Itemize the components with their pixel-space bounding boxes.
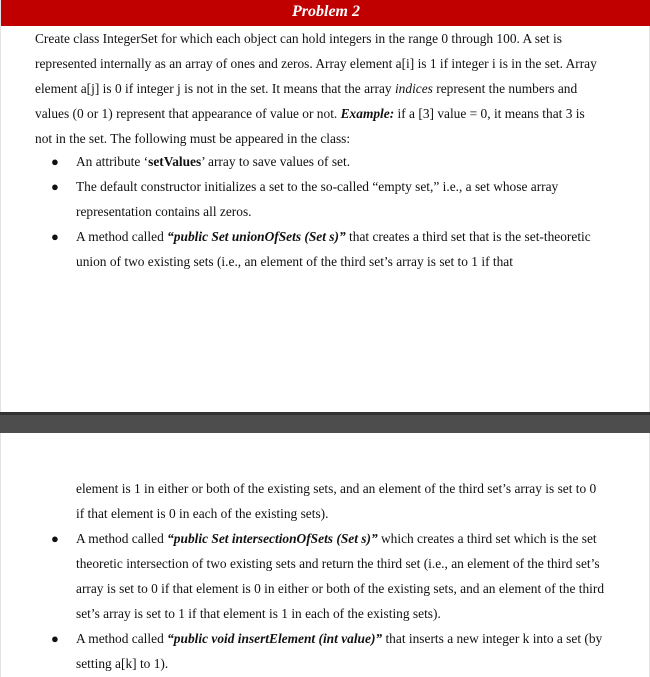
intro-text-2: represent the numbers and values (0 or 1) represent that appearance of value or not. — [35, 81, 578, 121]
list-item: ● A method called “public Set unionOfSets (Set s)” that creates a third set that is the set-theoretic union of two existing sets (i.e., an element of the third set’s array is set to 1 if that — [51, 224, 607, 274]
example-label: Example: — [340, 106, 395, 121]
intro-paragraph — [35, 26, 605, 151]
problem-title: Problem 2 — [1, 0, 650, 26]
method-signature: “public void insertElement (int value)” — [167, 631, 383, 646]
method-signature: “public Set intersectionOfSets (Set s)” — [167, 531, 378, 546]
bullet-icon: ● — [51, 531, 59, 546]
intro-text-1: Create class IntegerSet for which each object can hold integers in the range 0 through 100. A set is represented internally as an array of ones and zeros. Array element a[i] is 1 if integer i is in the set. Array element a[j] is 0 if integer j is not in the set. It means that the array — [35, 31, 597, 96]
page-separator — [0, 412, 650, 433]
attribute-name: setValues — [148, 154, 202, 169]
bullet-icon: ● — [51, 179, 59, 194]
method-signature: “public Set unionOfSets (Set s)” — [167, 229, 346, 244]
document-page-2 — [0, 433, 650, 677]
list-item: ● The default constructor initializes a set to the so-called “empty set,” i.e., a set whose array representation contains all zeros. — [51, 174, 607, 224]
list-item: ● An attribute ‘setValues’ array to save values of set. — [51, 149, 607, 174]
continuation-paragraph: element is 1 in either or both of the existing sets, and an element of the third set’s array is set to 0 if that element is 0 in each of the existing sets). — [76, 481, 597, 521]
bullet-icon: ● — [51, 631, 59, 646]
intro-indices-emphasis: indices — [394, 81, 433, 96]
list-item: ● A method called “public void insertElement (int value)” that inserts a new integer k into a set (by setting a[k] to 1). — [51, 626, 607, 676]
bullet-icon: ● — [51, 154, 59, 169]
requirements-list-page-2 — [51, 526, 607, 676]
intro-text-3: if a [3] value = 0, it means that 3 is not in the set. The following must be appeared in the class: — [35, 106, 585, 146]
list-item: ● A method called “public Set intersectionOfSets (Set s)” which creates a third set which is the set theoretic intersection of two existing sets and return the third set (i.e., an element of the third set’s array is set to 0 if that element is 0 in either or both of the existing sets, and an element of the third set’s array is set to 1 if that element is 1 in each of the existing sets). — [51, 526, 607, 626]
bullet-icon: ● — [51, 229, 59, 244]
requirements-list-page-1 — [51, 149, 607, 274]
